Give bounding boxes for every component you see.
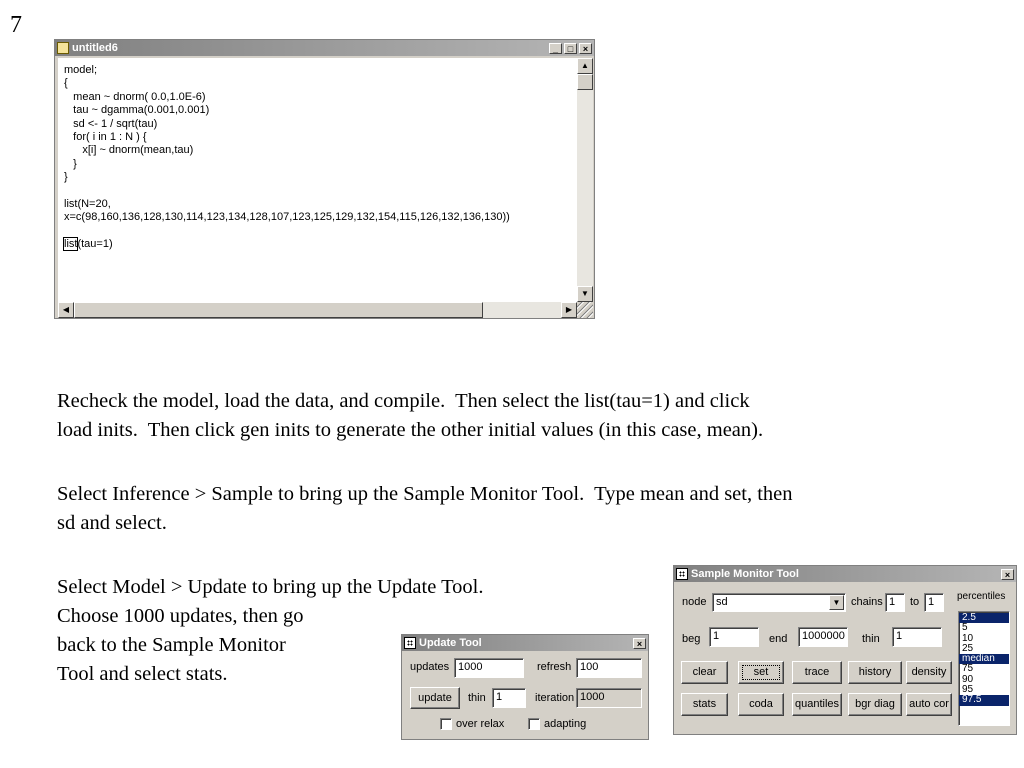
auto-cor-button[interactable]: auto cor [906,693,952,716]
code-line: x=c(98,160,136,128,130,114,123,134,128,107,123,125,129,132,154,115,126,132,136,130)) [64,211,510,224]
percentile-option[interactable]: 75 [962,663,974,675]
percentile-option[interactable]: median [959,654,1009,664]
code-line: model; [64,64,98,76]
node-value: sd [716,596,728,608]
horizontal-scrollbar[interactable] [58,302,577,318]
code-line: } [64,171,68,184]
sample-monitor-window [673,565,1017,735]
sample-monitor-title: Sample Monitor Tool [691,568,799,580]
percentile-option[interactable]: 95 [962,684,974,696]
code-line: list(N=20, [64,198,111,211]
instruction-paragraph-2: Select Inference > Sample to bring up the Sample Monitor Tool. Type mean and set, then sd and select. [57,483,793,534]
selected-text[interactable]: list [64,238,78,251]
updates-label: updates [410,661,450,673]
end-input[interactable]: 1000000 [798,627,848,647]
thin-input[interactable]: 1 [892,627,942,647]
density-button[interactable]: density [906,661,952,684]
set-button[interactable]: set [738,661,784,684]
code-editor[interactable] [58,58,593,318]
thin-input[interactable]: 1 [492,688,526,708]
node-combobox[interactable] [712,593,846,612]
to-label: to [910,596,920,608]
percentile-option[interactable]: 90 [962,673,974,685]
vertical-scrollbar[interactable] [577,58,593,302]
chains-from-input[interactable]: 1 [885,593,905,612]
trace-button[interactable]: trace [792,661,842,684]
scroll-left-icon[interactable]: ◀ [58,302,74,318]
update-tool-title: Update Tool [419,637,482,649]
code-line: tau ~ dgamma(0.001,0.001) [64,104,210,117]
beg-label: beg [682,633,701,645]
percentile-option[interactable]: 25 [962,642,974,654]
adapting-checkbox[interactable] [528,718,540,730]
iteration-label: iteration [535,692,575,704]
bugs-icon [676,568,688,580]
update-tool-titlebar[interactable] [402,635,648,651]
instruction-paragraph-3: Select Model > Update to bring up the Update Tool. Choose 1000 updates, then go back to the Sample Monitor Tool and select stats. [57,576,484,685]
refresh-label: refresh [537,661,572,673]
chains-label: chains [851,596,883,608]
bgr-diag-button[interactable]: bgr diag [848,693,902,716]
code-line: for( i in 1 : N ) { [64,131,147,144]
vertical-scroll-thumb[interactable] [577,74,593,90]
slide-number: 7 [10,12,22,38]
updates-input[interactable]: 1000 [454,658,524,678]
instruction-paragraph-1: Recheck the model, load the data, and compile. Then select the list(tau=1) and click load inits. Then click gen inits to generate the other initial values (in this case, mean). [57,390,764,441]
percentile-option[interactable]: 5 [962,622,968,634]
percentiles-listbox[interactable] [958,611,1010,726]
maximize-button[interactable]: □ [564,43,577,54]
code-line: { [64,77,68,90]
refresh-input[interactable]: 100 [576,658,642,678]
code-line-rest: (tau=1) [77,238,113,251]
percentiles-label: percentiles [957,591,1006,602]
thin-label: thin [468,692,486,704]
scroll-down-icon[interactable]: ▼ [577,286,593,302]
resize-grip-icon[interactable] [577,302,593,318]
chevron-down-icon[interactable]: ▼ [829,595,844,610]
update-tool-window [401,634,649,740]
over-relax-checkbox[interactable] [440,718,452,730]
code-line: } [64,157,77,170]
coda-button[interactable]: coda [738,693,784,716]
code-line: x[i] ~ dnorm(mean,tau) [64,144,194,157]
thin-label: thin [862,633,880,645]
iteration-readout: 1000 [576,688,642,708]
bugs-icon [404,637,416,649]
sample-monitor-titlebar[interactable] [674,566,1016,582]
node-label: node [682,596,707,608]
adapting-label: adapting [544,718,587,730]
percentile-option[interactable]: 10 [962,632,974,644]
close-button[interactable]: × [633,638,646,649]
scroll-up-icon[interactable]: ▲ [577,58,593,74]
code-line: mean ~ dnorm( 0.0,1.0E-6) [64,90,206,103]
close-button[interactable]: × [579,43,592,54]
code-line: sd <- 1 / sqrt(tau) [64,117,158,130]
history-button[interactable]: history [848,661,902,684]
scroll-right-icon[interactable]: ▶ [561,302,577,318]
update-button[interactable]: update [410,687,460,709]
document-icon [57,42,69,54]
minimize-button[interactable]: _ [549,43,562,54]
code-area[interactable] [64,64,510,252]
percentile-option[interactable]: 2.5 [959,613,1009,623]
editor-titlebar[interactable] [55,40,594,56]
over-relax-label: over relax [456,718,505,730]
chains-to-input[interactable]: 1 [924,593,944,612]
close-button[interactable]: × [1001,569,1014,580]
beg-input[interactable]: 1 [709,627,759,647]
editor-title: untitled6 [72,42,118,54]
end-label: end [769,633,788,645]
percentile-option[interactable]: 97.5 [959,695,1009,705]
stats-button[interactable]: stats [681,693,728,716]
horizontal-scroll-thumb[interactable] [74,302,483,318]
clear-button[interactable]: clear [681,661,728,684]
quantiles-button[interactable]: quantiles [792,693,842,716]
